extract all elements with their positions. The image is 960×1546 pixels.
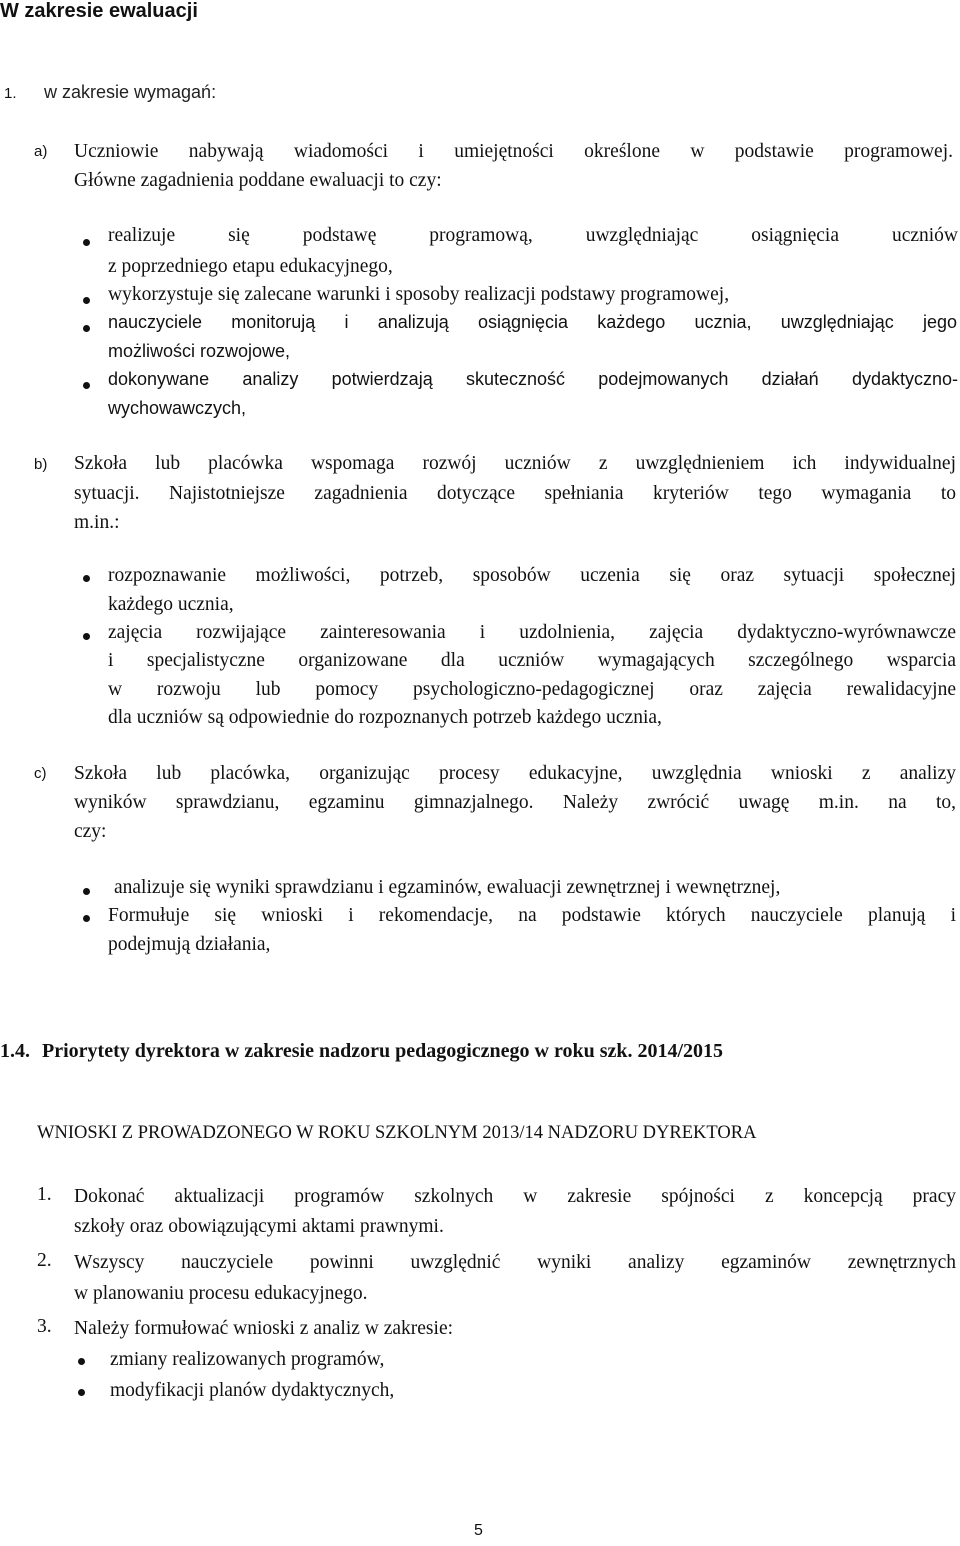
bullet-icon: [83, 297, 90, 304]
list-item-continuation: i specjalistyczne organizowane dla uczniów wymagających szczególnego wsparcia: [108, 650, 956, 671]
section-number: 1.: [4, 85, 17, 102]
page-number: 5: [474, 1522, 483, 1539]
paragraph-b-line: Szkoła lub placówka wspomaga rozwój uczniów z uwzględnieniem ich indywidualnej: [74, 453, 956, 474]
bullet-icon: [83, 633, 90, 640]
paragraph-a-line: Uczniowie nabywają wiadomości i umiejętności określone w podstawie programowej.: [74, 141, 953, 162]
list-number: 1.: [37, 1184, 52, 1205]
bullet-icon: [83, 325, 90, 332]
paragraph-b-line: sytuacji. Najistotniejsze zagadnienia dotyczące spełniania kryteriów tego wymagania to: [74, 483, 956, 504]
bullet-icon: [83, 575, 90, 582]
list-item-continuation: dla uczniów są odpowiednie do rozpoznanych potrzeb każdego ucznia,: [108, 707, 662, 728]
paragraph-c-line: Szkoła lub placówka, organizując procesy edukacyjne, uwzględnia wnioski z analizy: [74, 763, 956, 784]
list-item: modyfikacji planów dydaktycznych,: [110, 1380, 395, 1401]
list-item: zmiany realizowanych programów,: [110, 1349, 385, 1370]
section-title: Priorytety dyrektora w zakresie nadzoru pedagogicznego w roku szk. 2014/2015: [42, 1040, 724, 1062]
list-item: wykorzystuje się zalecane warunki i sposoby realizacji podstawy programowej,: [108, 284, 730, 305]
list-number: 2.: [37, 1250, 52, 1271]
list-item-continuation: podejmują działania,: [108, 934, 271, 955]
list-item-continuation: z poprzedniego etapu edukacyjnego,: [108, 256, 393, 277]
list-item-continuation: w rozwoju lub pomocy psychologiczno-pedagogicznej oraz zajęcia rewalidacyjne: [108, 679, 956, 700]
bullet-icon: [83, 888, 90, 895]
page-heading: W zakresie ewaluacji: [0, 0, 198, 22]
list-item: dokonywane analizy potwierdzają skuteczność podejmowanych działań dydaktyczno-: [108, 369, 958, 389]
section-number: 1.4.: [0, 1040, 30, 1062]
paragraph-c-line: wyników sprawdzianu, egzaminu gimnazjalnego. Należy zwrócić uwagę m.in. na to,: [74, 792, 956, 813]
numbered-item: Należy formułować wnioski z analiz w zakresie:: [74, 1318, 454, 1339]
paragraph-a-line: Główne zagadnienia poddane ewaluacji to czy:: [74, 170, 442, 191]
bullet-icon: [83, 915, 90, 922]
list-item-continuation: możliwości rozwojowe,: [108, 341, 291, 361]
numbered-item: Dokonać aktualizacji programów szkolnych w zakresie spójności z koncepcją pracy: [74, 1186, 956, 1207]
list-item-continuation: każdego ucznia,: [108, 594, 234, 615]
list-item: zajęcia rozwijające zainteresowania i uzdolnienia, zajęcia dydaktyczno-wyrównawcze: [108, 622, 956, 643]
list-item: Formułuje się wnioski i rekomendacje, na podstawie których nauczyciele planują i: [108, 905, 956, 926]
paragraph-b-line: m.in.:: [74, 512, 120, 533]
list-item: analizuje się wyniki sprawdzianu i egzaminów, ewaluacji zewnętrznej i wewnętrznej,: [114, 877, 781, 898]
item-marker-b: b): [34, 456, 48, 473]
bullet-icon: [83, 382, 90, 389]
item-marker-a: a): [34, 143, 48, 160]
item-marker-c: c): [34, 765, 47, 782]
bullet-icon: [78, 1389, 85, 1396]
numbered-item-continuation: w planowaniu procesu edukacyjnego.: [74, 1283, 368, 1304]
bullet-icon: [78, 1358, 85, 1365]
list-item: nauczyciele monitorują i analizują osiągnięcia każdego ucznia, uwzględniając jego: [108, 312, 957, 332]
list-number: 3.: [37, 1316, 52, 1337]
numbered-item-continuation: szkoły oraz obowiązującymi aktami prawnymi.: [74, 1216, 444, 1237]
bullet-icon: [83, 239, 90, 246]
subsection-heading: WNIOSKI Z PROWADZONEGO W ROKU SZKOLNYM 2013/14 NADZORU DYREKTORA: [37, 1123, 757, 1143]
list-item-continuation: wychowawczych,: [108, 398, 247, 418]
list-item: rozpoznawanie możliwości, potrzeb, sposobów uczenia się oraz sytuacji społecznej: [108, 565, 956, 586]
list-item: realizuje się podstawę programową, uwzględniając osiągnięcia uczniów: [108, 225, 958, 246]
section-title: w zakresie wymagań:: [44, 82, 217, 102]
numbered-item: Wszyscy nauczyciele powinni uwzględnić wyniki analizy egzaminów zewnętrznych: [74, 1252, 956, 1273]
paragraph-c-line: czy:: [74, 821, 107, 842]
